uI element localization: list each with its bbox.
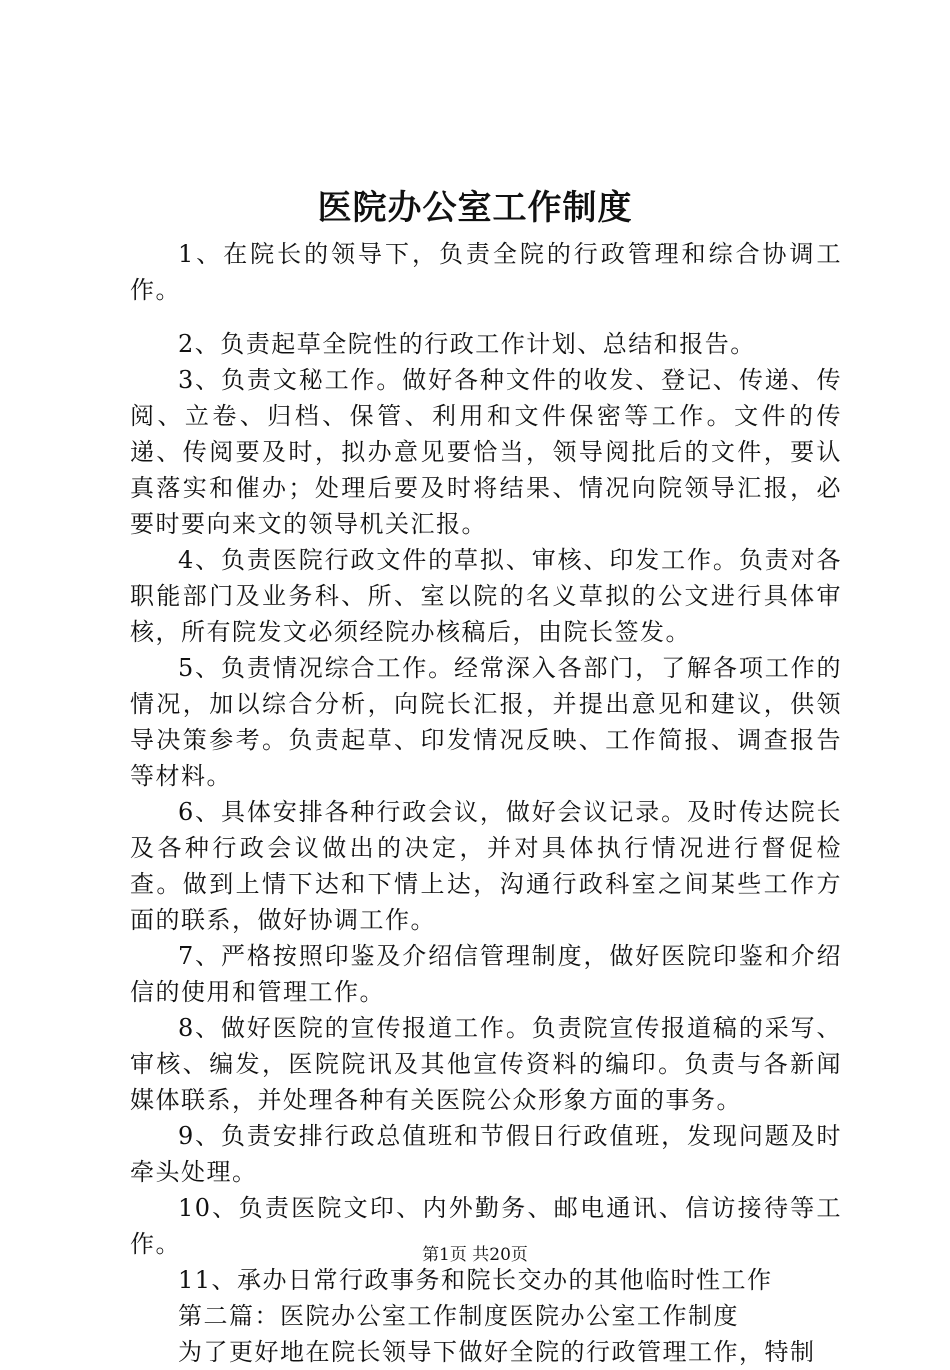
document-title: 医院办公室工作制度	[317, 188, 633, 228]
paragraph-3: 3、负责文秘工作。做好各种文件的收发、登记、传递、传阅、立卷、归档、保管、利用和文件保密等工作。文件的传递、传阅要及时，拟办意见要恰当，领导阅批后的文件，要认真落实和催办；处理后要及时将结果、情况向院领导汇报，必要时要向来文的领导机关汇报。	[130, 366, 842, 538]
paragraph-11: 11、承办日常行政事务和院长交办的其他临时性工作	[178, 1266, 773, 1294]
paragraph-7: 7、严格按照印鉴及介绍信管理制度，做好医院印鉴和介绍信的使用和管理工作。	[130, 942, 842, 1006]
paragraph-5: 5、负责情况综合工作。经常深入各部门，了解各项工作的情况，加以综合分析，向院长汇报，并提出意见和建议，供领导决策参考。负责起草、印发情况反映、工作简报、调查报告等材料。	[130, 654, 842, 790]
paragraph-10: 10、负责医院文印、内外勤务、邮电通讯、信访接待等工作。	[130, 1194, 842, 1258]
second-heading: 第二篇：医院办公室工作制度医院办公室工作制度	[178, 1302, 739, 1330]
paragraph-8: 8、做好医院的宣传报道工作。负责院宣传报道稿的采写、审核、编发，医院院讯及其他宣传资料的编印。负责与各新闻媒体联系，并处理各种有关医院公众形象方面的事务。	[130, 1014, 842, 1114]
paragraph-6: 6、具体安排各种行政会议，做好会议记录。及时传达院长及各种行政会议做出的决定，并对具体执行情况进行督促检查。做到上情下达和下情上达，沟通行政科室之间某些工作方面的联系，做好协调工作。	[130, 798, 842, 934]
paragraph-1: 1、在院长的领导下，负责全院的行政管理和综合协调工作。	[130, 240, 842, 304]
paragraph-4: 4、负责医院行政文件的草拟、审核、印发工作。负责对各职能部门及业务科、所、室以院的名义草拟的公文进行具体审核，所有院发文必须经院办核稿后，由院长签发。	[130, 546, 842, 646]
page-footer: 第1页 共20页	[422, 1245, 528, 1265]
last-line: 为了更好地在院长领导下做好全院的行政管理工作，特制	[178, 1338, 816, 1366]
document-body	[130, 236, 842, 1370]
paragraph-9: 9、负责安排行政总值班和节假日行政值班，发现问题及时牵头处理。	[130, 1122, 842, 1186]
paragraph-2: 2、负责起草全院性的行政工作计划、总结和报告。	[178, 330, 756, 358]
